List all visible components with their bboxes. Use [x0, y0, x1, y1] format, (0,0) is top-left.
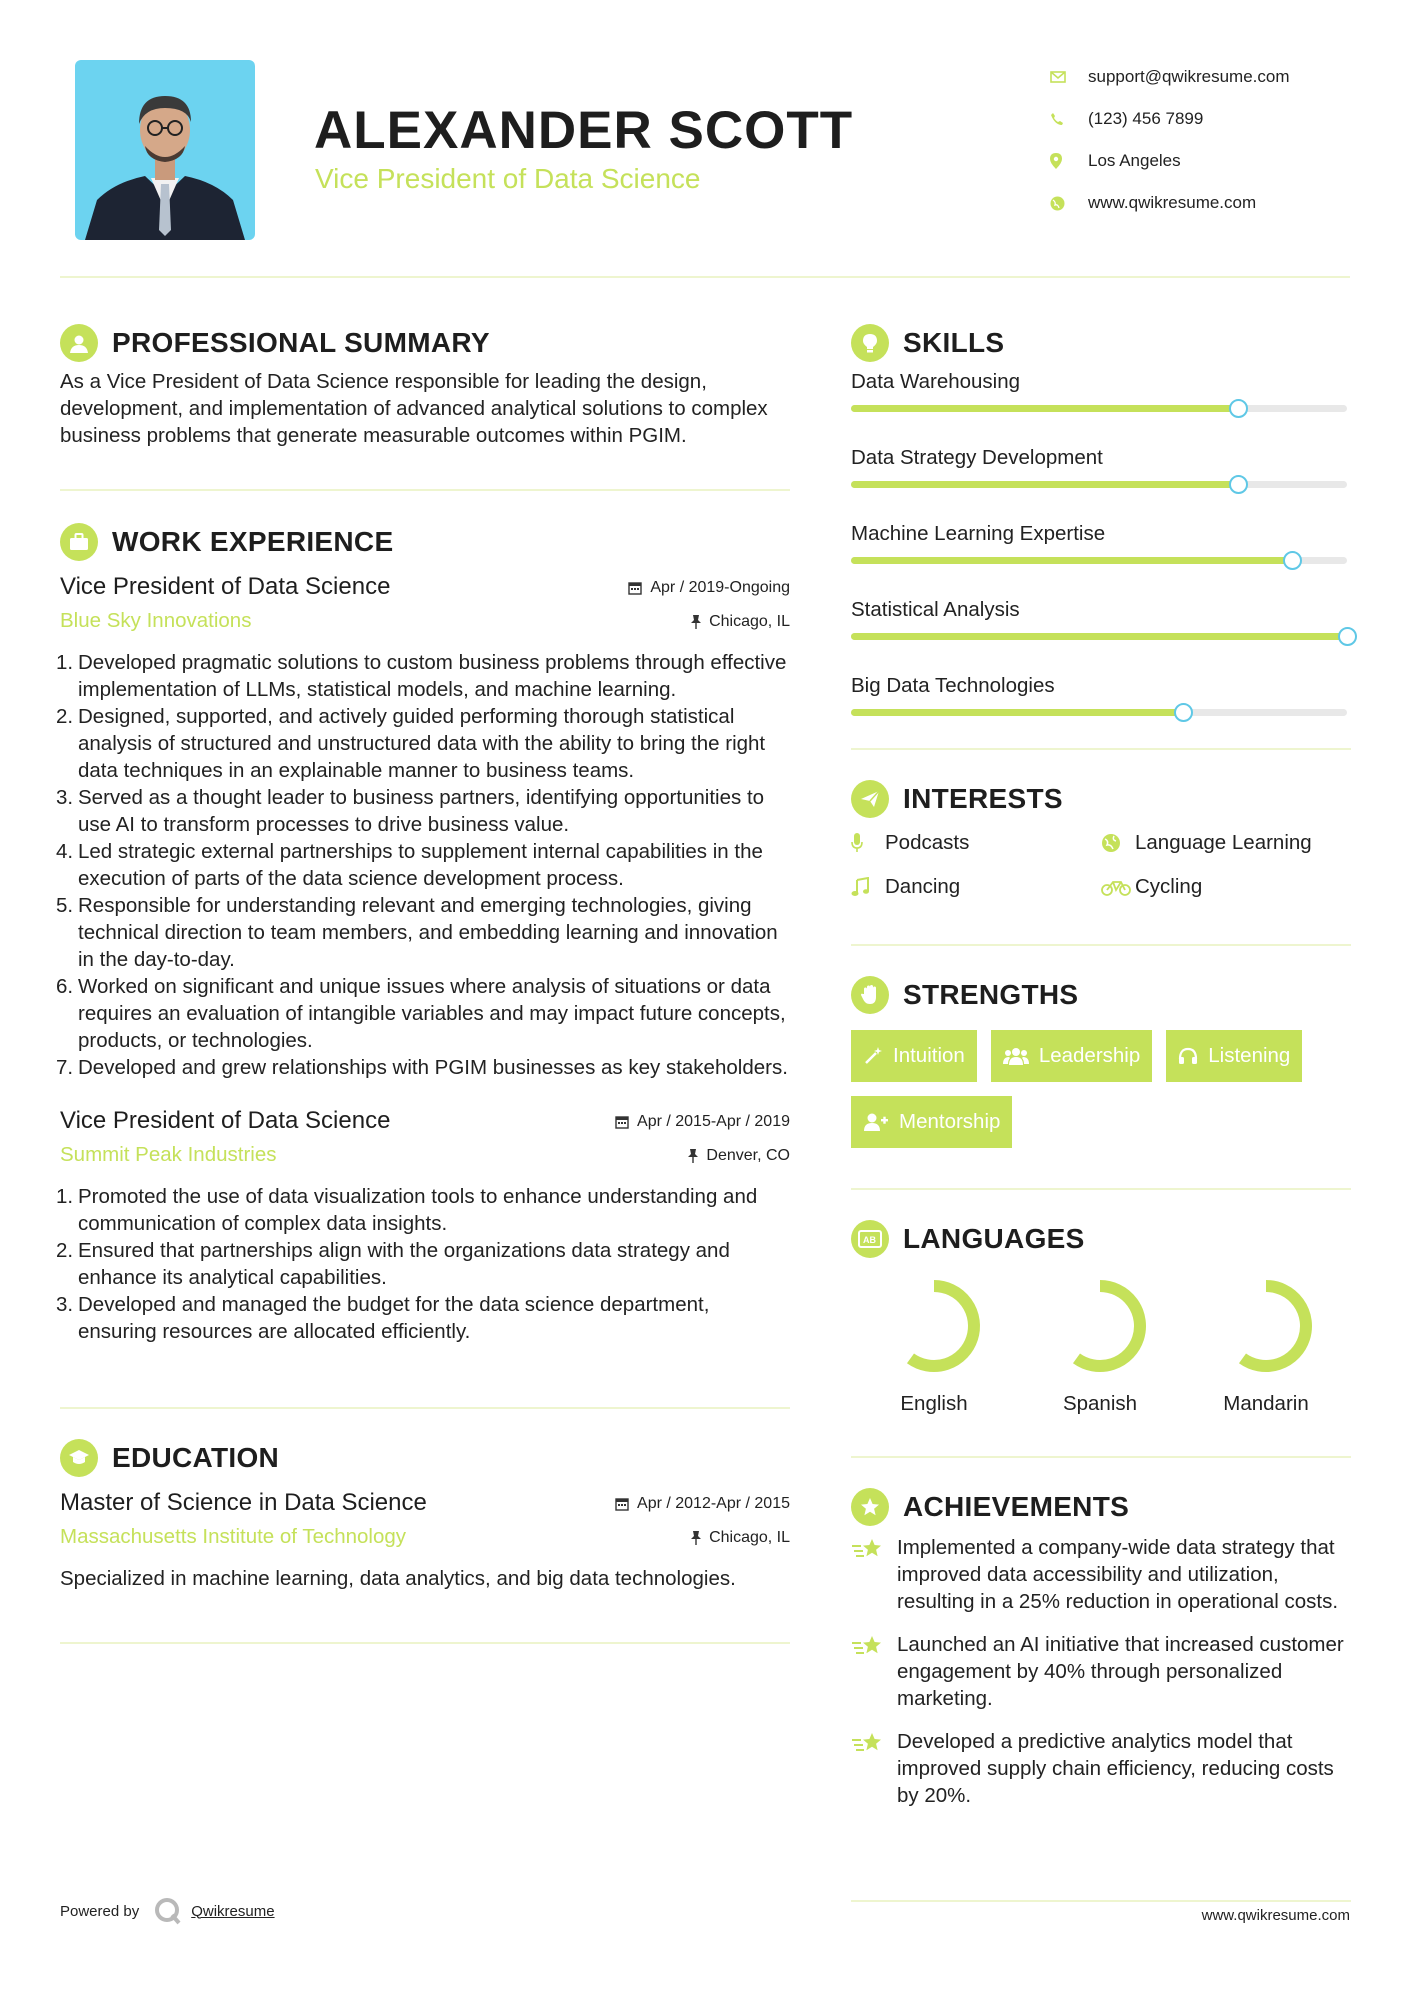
skill-bar-fill — [851, 481, 1238, 488]
globe-icon — [1101, 833, 1135, 853]
strength-tag — [991, 1030, 1152, 1082]
microphone-icon — [851, 833, 885, 853]
envelope-icon — [1050, 71, 1088, 83]
list-item: 1. Promoted the use of data visualization tools to enhance understanding and communication of complex data insights. — [56, 1185, 758, 1235]
skill-item — [851, 370, 1351, 446]
strengths-list — [851, 1030, 1351, 1148]
magic-wand-icon — [863, 1046, 883, 1066]
resume-header — [0, 0, 1407, 280]
strength-tag — [851, 1096, 1012, 1148]
achievements-heading: ACHIEVEMENTS — [903, 1491, 1130, 1522]
degree-title: Master of Science in Data Science — [60, 1489, 427, 1516]
education-date — [615, 1495, 790, 1513]
skill-bar-knob — [1229, 399, 1248, 418]
job-bullet-list — [56, 649, 790, 1081]
language-item — [1017, 1278, 1183, 1416]
bicycle-icon — [1101, 878, 1135, 896]
interest-label: Podcasts — [885, 831, 970, 854]
contact-phone[interactable] — [1050, 98, 1380, 140]
shooting-star-icon — [851, 1631, 897, 1712]
job-date — [615, 1113, 790, 1131]
education-entry — [60, 1485, 790, 1592]
list-item: 2. Designed, supported, and actively guided performing thorough statistical analysis of structured and unstructured data with the ability to bring the right data techniques in an explainable manner to business teams. — [56, 705, 766, 782]
skill-bar-fill — [851, 405, 1238, 412]
powered-by-text: Powered by — [60, 1902, 140, 1920]
strength-label: Intuition — [893, 1044, 965, 1067]
education-date-text: Apr / 2012-Apr / 2015 — [637, 1495, 790, 1512]
strength-label: Leadership — [1038, 1044, 1141, 1067]
list-item: 2. Ensured that partnerships align with the organizations data strategy and enhance its analytical capabilities. — [56, 1239, 730, 1289]
user-icon — [60, 324, 98, 362]
company-name: Blue Sky Innovations — [60, 609, 252, 632]
skills-list — [851, 370, 1351, 750]
header-divider — [60, 276, 1350, 278]
experience-header — [60, 519, 790, 565]
section-divider — [851, 1188, 1351, 1190]
contact-email[interactable] — [1050, 56, 1380, 98]
language-progress-arc — [1242, 1286, 1306, 1366]
skill-bar-knob — [1229, 475, 1248, 494]
briefcase-icon — [60, 523, 98, 561]
achievement-text: Implemented a company-wide data strategy that improved data accessibility and utilization, resulting in a 25% reduction in operational costs. — [897, 1536, 1339, 1613]
job-entry — [56, 569, 790, 1081]
globe-icon — [1050, 196, 1088, 211]
skill-item — [851, 674, 1351, 750]
education-header — [60, 1435, 790, 1481]
skill-bar — [851, 405, 1347, 412]
interest-label: Cycling — [1135, 875, 1203, 898]
interest-item — [1101, 830, 1351, 856]
strength-label: Mentorship — [899, 1110, 1001, 1133]
skill-bar-knob — [1338, 627, 1357, 646]
list-item: 1. Developed pragmatic solutions to custom business problems through effective implementation of LLMs, statistical models, and machine learning. — [56, 651, 787, 701]
phone-icon — [1050, 112, 1088, 126]
skill-bar — [851, 633, 1347, 640]
job-entry — [56, 1103, 790, 1345]
contact-phone-text: (123) 456 7899 — [1088, 109, 1204, 128]
qwikresume-logo-icon — [153, 1896, 183, 1926]
skill-label: Data Strategy Development — [851, 446, 1103, 469]
skill-bar-knob — [1283, 551, 1302, 570]
skill-bar-knob — [1174, 703, 1193, 722]
skill-label: Statistical Analysis — [851, 598, 1020, 621]
languages-heading: LANGUAGES — [903, 1223, 1085, 1254]
map-pin-icon — [1050, 153, 1088, 169]
svg-text:AB: AB — [863, 1235, 876, 1245]
job-location — [688, 1147, 790, 1165]
interest-label: Dancing — [885, 875, 961, 898]
contact-list — [1050, 56, 1380, 224]
education-heading: EDUCATION — [112, 1442, 280, 1473]
interest-item — [1101, 874, 1351, 900]
skill-label: Machine Learning Expertise — [851, 522, 1106, 545]
achievement-text: Developed a predictive analytics model that improved supply chain efficiency, reducing costs by 20%. — [897, 1730, 1334, 1807]
skill-bar-fill — [851, 633, 1347, 640]
language-progress-ring — [1218, 1278, 1314, 1374]
skills-heading: SKILLS — [903, 327, 1005, 358]
language-progress-arc — [1076, 1286, 1140, 1366]
summary-header — [60, 320, 790, 366]
contact-location — [1050, 140, 1380, 182]
job-bullet-list — [56, 1183, 790, 1345]
profile-photo — [75, 60, 255, 240]
section-divider — [60, 1642, 790, 1644]
strength-label: Listening — [1208, 1044, 1291, 1067]
achievements-header — [851, 1484, 1351, 1530]
job-location-text: Chicago, IL — [709, 613, 790, 630]
qwikresume-link[interactable]: Qwikresume — [191, 1902, 275, 1920]
section-divider — [851, 944, 1351, 946]
skill-item — [851, 522, 1351, 598]
skill-item — [851, 446, 1351, 522]
right-column — [851, 320, 1351, 1809]
pushpin-icon — [688, 1149, 698, 1163]
school-name: Massachusetts Institute of Technology — [60, 1525, 407, 1548]
education-description: Specialized in machine learning, data analytics, and big data technologies. — [60, 1567, 736, 1590]
skill-bar-fill — [851, 557, 1292, 564]
job-title: Vice President of Data Science — [60, 573, 391, 600]
summary-heading: PROFESSIONAL SUMMARY — [112, 327, 490, 358]
language-label: Mandarin — [1223, 1392, 1309, 1415]
list-item: 3. Developed and managed the budget for the data science department, ensuring resources are allocated efficiently. — [56, 1293, 710, 1343]
job-date — [628, 579, 790, 597]
job-location — [691, 613, 790, 631]
list-item: 7. Developed and grew relationships with PGIM businesses as key stakeholders. — [56, 1056, 788, 1079]
achievement-item — [851, 1631, 1351, 1712]
interest-item — [851, 830, 1101, 856]
achievement-text: Launched an AI initiative that increased customer engagement by 40% through personalized marketing. — [897, 1633, 1344, 1710]
language-label: Spanish — [1062, 1392, 1138, 1415]
user-plus-icon — [863, 1112, 889, 1132]
shooting-star-icon — [851, 1728, 897, 1809]
lightbulb-icon — [851, 324, 889, 362]
company-name: Summit Peak Industries — [60, 1143, 277, 1166]
headphones-icon — [1178, 1046, 1198, 1066]
list-item: 4. Led strategic external partnerships to supplement internal capabilities in the execution of parts of the data science development process. — [56, 840, 763, 890]
language-progress-ring — [1052, 1278, 1148, 1374]
education-location-text: Chicago, IL — [709, 1529, 790, 1546]
job-location-text: Denver, CO — [706, 1147, 790, 1164]
achievement-item — [851, 1534, 1351, 1615]
skill-bar-fill — [851, 709, 1183, 716]
section-divider — [60, 489, 790, 491]
candidate-title: Vice President of Data Science — [315, 163, 701, 194]
left-column — [56, 320, 790, 1644]
pushpin-icon — [691, 615, 701, 629]
group-icon — [1003, 1046, 1029, 1066]
interests-heading: INTERESTS — [903, 783, 1063, 814]
calendar-icon — [615, 1115, 629, 1129]
list-item: 3. Served as a thought leader to business partners, identifying opportunities to use AI to transform processes to drive business value. — [56, 786, 765, 836]
footer-divider — [851, 1900, 1351, 1902]
skill-bar — [851, 709, 1347, 716]
interest-item — [851, 874, 1101, 900]
contact-website-text: www.qwikresume.com — [1088, 193, 1257, 212]
contact-email-text: support@qwikresume.com — [1088, 67, 1290, 86]
language-label: English — [900, 1392, 968, 1415]
music-note-icon — [851, 877, 885, 897]
section-divider — [851, 1456, 1351, 1458]
language-item — [851, 1278, 1017, 1416]
job-date-text: Apr / 2019-Ongoing — [650, 579, 790, 596]
calendar-icon — [628, 581, 642, 595]
shooting-star-icon — [851, 1534, 897, 1615]
language-progress-arc — [910, 1286, 974, 1366]
graduation-icon — [60, 1439, 98, 1477]
achievements-list — [851, 1534, 1351, 1809]
list-item: 5. Responsible for understanding relevant and emerging technologies, giving technical direction to team members, and embedding learning and innovation in the day-to-day. — [56, 894, 778, 971]
languages-list — [851, 1278, 1351, 1416]
calendar-icon — [615, 1497, 629, 1511]
list-item: 6. Worked on significant and unique issues where analysis of situations or data requires an evaluation of intangible variables and may impact future concepts, products, or technologies. — [56, 975, 786, 1052]
skill-label: Data Warehousing — [851, 370, 1021, 393]
skill-label: Big Data Technologies — [851, 674, 1055, 697]
pushpin-icon — [691, 1531, 701, 1545]
skill-item — [851, 598, 1351, 674]
language-progress-ring — [886, 1278, 982, 1374]
interest-label: Language Learning — [1135, 831, 1312, 854]
candidate-name: ALEXANDER SCOTT — [314, 101, 854, 160]
summary-text: As a Vice President of Data Science responsible for leading the design, development, and implementation of advanced analytical solutions to complex business problems that generate measurable outcomes within PGIM. — [60, 370, 768, 447]
achievement-item — [851, 1728, 1351, 1809]
interests-header — [851, 776, 1351, 822]
education-location — [691, 1529, 790, 1547]
language-item — [1183, 1278, 1349, 1416]
strengths-header — [851, 972, 1351, 1018]
strength-tag — [1166, 1030, 1302, 1082]
languages-header — [851, 1216, 1351, 1262]
section-divider — [60, 1407, 790, 1409]
star-badge-icon — [851, 1488, 889, 1526]
paper-plane-icon — [851, 780, 889, 818]
strength-tag — [851, 1030, 977, 1082]
skills-header — [851, 320, 1351, 366]
hand-icon — [851, 976, 889, 1014]
footer-powered-by — [60, 1896, 275, 1926]
experience-heading: WORK EXPERIENCE — [112, 526, 394, 557]
job-title: Vice President of Data Science — [60, 1107, 391, 1134]
footer-website[interactable]: www.qwikresume.com — [1201, 1907, 1350, 1924]
language-icon — [851, 1220, 889, 1258]
contact-website[interactable] — [1050, 182, 1380, 224]
contact-location-text: Los Angeles — [1088, 151, 1181, 170]
interests-list — [851, 830, 1351, 900]
skill-bar — [851, 557, 1347, 564]
skill-bar — [851, 481, 1347, 488]
job-date-text: Apr / 2015-Apr / 2019 — [637, 1113, 790, 1130]
strengths-heading: STRENGTHS — [903, 979, 1079, 1010]
